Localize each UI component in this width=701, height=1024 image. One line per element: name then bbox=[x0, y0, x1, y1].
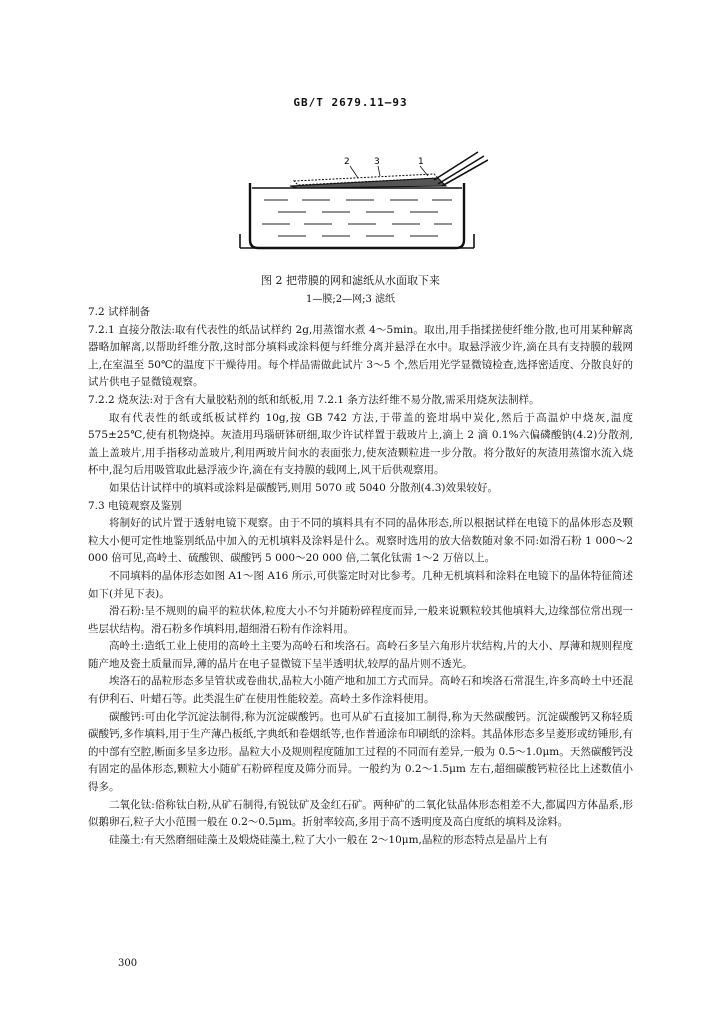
paragraph: 埃洛石的晶粒形态多呈管状或卷曲状,晶粒大小随产地和加工方式而异。高岭石和埃洛石常混生,许多高岭土中还混有伊利石、叶蜡石等。此类混生矿在使用性能较差。高岭土多作涂料使用。 bbox=[88, 675, 633, 706]
callout-3: 3 bbox=[374, 157, 380, 167]
paragraph: 高岭土:造纸工业上使用的高岭土主要为高岭石和埃洛石。高岭石多呈六角形片状结构,片的大小、厚薄和规则程度随产地及瓷土质量而异,薄的晶片在电子显微镜下呈半透明状,较厚的晶片则不透光。 bbox=[88, 640, 633, 670]
figure-legend: 1—膜;2—网;3 滤纸 bbox=[305, 294, 395, 305]
figure-caption: 图 2 把带膜的网和滤纸从水面取下来 bbox=[261, 274, 440, 287]
callout-2: 2 bbox=[344, 157, 350, 167]
callout-1: 1 bbox=[418, 157, 424, 167]
paragraph: 将制好的试片置于透射电镜下观察。由于不同的填料具有不同的晶体形态,所以根据试样在电镜下的晶体形态及颗粒大小便可定性地鉴别纸品中加入的无机填料及涂料是什么。观察时选用的放大倍数随对象不同:如滑石粉 1 000～2 000 倍可见,高岭土、硫酸钡、碳酸钙 5 000～20 000 倍,二氧化钛需 1～2 万倍以上。 bbox=[88, 517, 633, 565]
paragraph: 如果估计试样中的填料或涂料是碳酸钙,则用 5070 或 5040 分散剂(4.3)效果较好。 bbox=[109, 481, 499, 494]
paragraph: 二氧化钛:俗称钛白粉,从矿石制得,有锐钛矿及金红石矿。两种矿的二氧化钛晶体形态相差不大,都属四方体晶系,形似鹅卵石,粒子大小范围一般在 0.2～0.5μm。折射率较高,多用于高不透明度及高白度纸的填料及涂料。 bbox=[88, 798, 633, 829]
paragraph: 7.2.1 直接分散法:取有代表性的纸品试样约 2g,用蒸馏水煮 4～5min。取出,用手指揉搓使纤维分散,也可用某种解离器略加解离,以帮助纤维分散,这时部分填料或涂料便与纤维分离并悬浮在水中。取悬浮液少许,滴在具有支持膜的载网上,在室温至 50℃的温度下干燥待用。每个样品需做此试片 3～5 个,然后用光学显微镜检查,选择密适度、分散良好的试片供电子显微镜观察。 bbox=[88, 323, 633, 389]
section-heading: 7.2 试样制备 bbox=[88, 306, 151, 318]
paragraph: 不同填料的晶体形态如图 A1～图 A16 所示,可供鉴定时对比参考。几种无机填料和涂料在电镜下的晶体特征简述如下(并见下表)。 bbox=[88, 569, 633, 600]
paragraph: 7.2.2 烧灰法:对于含有大量胶粘剂的纸和纸板,用 7.2.1 条方法纤维不易分散,需采用烧灰法制样。 bbox=[88, 393, 540, 406]
paragraph: 滑石粉:呈不规则的扁平的粒状体,粒度大小不匀并随粉碎程度而异,一般来说颗粒较其他填料大,边缘部位常出现一些层状结构。滑石粉多作填料用,超细滑石粉有作涂料用。 bbox=[88, 605, 633, 635]
paragraph: 取有代表性的纸或纸板试样约 10g,按 GB 742 方法,于带盖的瓷坩埚中炭化,然后于高温炉中烧灰,温度 575±25℃,使有机物烧掉。灰渣用玛瑙研钵研细,取少许试样置于载玻片上,滴上 2 滴 0.1%六偏磷酸钠(4.2)分散剂,盖上盖玻片,用手指移动盖玻片,利用两玻片间水的表面张力,使灰渣颗粒进一步分散。将分散好的灰渣用蒸馏水流入烧杯中,混匀后用吸管取此悬浮液少许,滴在有支持膜的载网上,风干后供观察用。 bbox=[88, 411, 633, 477]
page-number: 300 bbox=[118, 958, 138, 969]
page-header: GB/T 2679.11—93 bbox=[293, 96, 408, 109]
apparatus-figure bbox=[238, 148, 488, 258]
paragraph: 碳酸钙:可由化学沉淀法制得,称为沉淀碳酸钙。也可从矿石直接加工制得,称为天然碳酸钙。沉淀碳酸钙又称轻质碳酸钙,多作填料,用于生产薄凸板纸,字典纸和卷烟纸等,也作普通涂布印刷纸的涂料。其晶体形态多呈菱形或纺锤形,有的中部有空腔,断面多呈多边形。晶粒大小及规则程度随加工过程的不同而有差异,一般为 0.5～1.0μm。天然碳酸钙没有固定的晶体形态,颗粒大小随矿石粉碎程度及筛分而异。一般约为 0.2～1.5μm 左右,超细碳酸钙粒径比上述数值小得多。 bbox=[88, 710, 633, 794]
body-text bbox=[88, 304, 633, 849]
paragraph: 硅藻土:有天然磨细硅藻土及煅烧硅藻土,粒了大小一般在 2～10μm,晶粒的形态特点是晶片上有 bbox=[109, 833, 548, 846]
section-heading: 7.3 电镜观察及鉴别 bbox=[88, 499, 182, 512]
